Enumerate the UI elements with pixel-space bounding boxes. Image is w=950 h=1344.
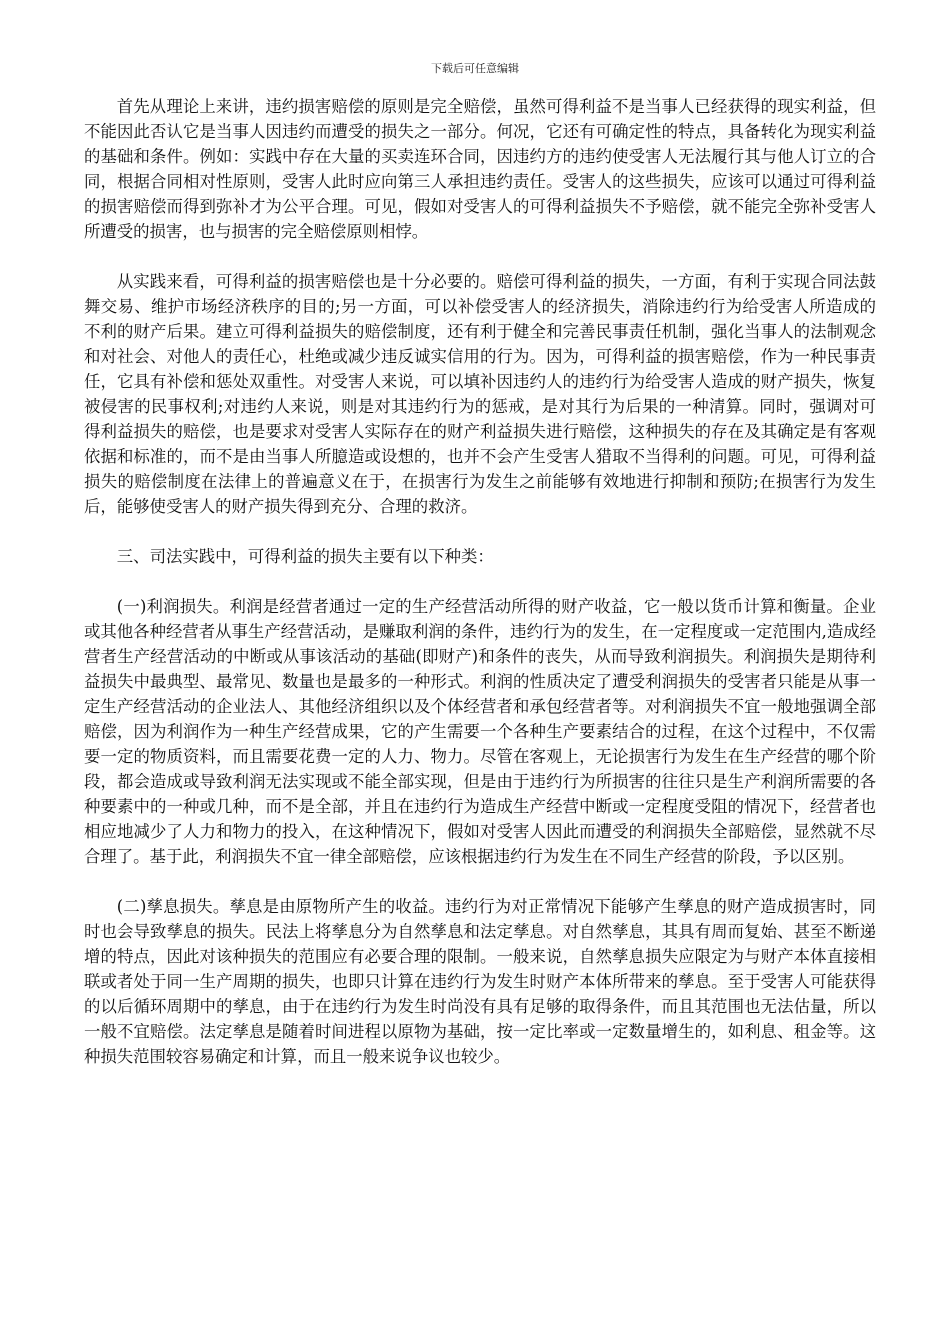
paragraph-gap (84, 869, 876, 894)
paragraph-theory: 首先从理论上来讲，违约损害赔偿的原则是完全赔偿，虽然可得利益不是当事人已经获得的现实利益，但不能因此否认它是当事人因违约而遭受的损失之一部分。何况，它还有可确定性的特点，具备转化为现实利益的基础和条件。例如：实践中存在大量的买卖连环合同，因违约方的违约使受害人无法履行其与他人订立的合同，根据合同相对性原则，受害人此时应向第三人承担违约责任。受害人的这些损失，应该可以通过可得利益的损害赔偿而得到弥补才为公平合理。可见，假如对受害人的可得利益损失不予赔偿，就不能完全弥补受害人所遭受的损害，也与损害的完全赔偿原则相悖。 (84, 97, 876, 241)
paragraph-practice: 从实践来看，可得利益的损害赔偿也是十分必要的。赔偿可得利益的损失，一方面，有利于实现合同法鼓舞交易、维护市场经济秩序的目的;另一方面，可以补偿受害人的经济损失，消除违约行为给受害人所造成的不利的财产后果。建立可得利益损失的赔偿制度，还有利于健全和完善民事责任机制，强化当事人的法制观念和对社会、对他人的责任心，杜绝或减少违反诚实信用的行为。因为，可得利益的损害赔偿，作为一种民事责任，它具有补偿和惩处双重性。对受害人来说，可以填补因违约人的违约行为给受害人造成的财产损失，恢复被侵害的民事权利;对违约人来说，则是对其违约行为的惩戒，是对其行为后果的一种清算。同时，强调对可得利益损失的赔偿，也是要求对受害人实际存在的财产利益损失进行赔偿，这种损失的存在及其确定是有客观依据和标准的，而不是由当事人所臆造或设想的，也并不会产生受害人猎取不当得利的问题。可见，可得利益损失的赔偿制度在法律上的普遍意义在于，在损害行为发生之前能够有效地进行抑制和预防;在损害行为发生后，能够使受害人的财产损失得到充分、合理的救济。 (84, 272, 876, 516)
paragraph-gap (84, 244, 876, 269)
paragraph-gap (84, 519, 876, 544)
paragraph-gap (84, 569, 876, 594)
document-body (84, 94, 876, 1069)
paragraph-profit-loss: (一)利润损失。利润是经营者通过一定的生产经营活动所得的财产收益，它一般以货币计算和衡量。企业或其他各种经营者从事生产经营活动，是赚取利润的条件，违约行为的发生，在一定程度或一定范围内,造成经营者生产经营活动的中断或从事该活动的基础(即财产)和条件的丧失，从而导致利润损失。利润损失是期待利益损失中最典型、最常见、数量也是最多的一种形式。利润的性质决定了遭受利润损失的受害者只能是从事一定生产经营活动的企业法人、其他经济组织以及个体经营者和承包经营者等。对利润损失不宜一般地强调全部赔偿，因为利润作为一种生产经营成果，它的产生需要一个各种生产要素结合的过程，在这个过程中，不仅需要一定的物质资料，而且需要花费一定的人力、物力。尽管在客观上，无论损害行为发生在生产经营的哪个阶段，都会造成或导致利润无法实现或不能全部实现，但是由于违约行为所损害的往往只是生产利润所需要的各种要素中的一种或几种，而不是全部，并且在违约行为造成生产经营中断或一定程度受阻的情况下，经营者也相应地减少了人力和物力的投入，在这种情况下，假如对受害人因此而遭受的利润损失全部赔偿，显然就不尽合理了。基于此，利润损失不宜一律全部赔偿，应该根据违约行为发生在不同生产经营的阶段，予以区别。 (84, 597, 876, 866)
section-heading: 三、司法实践中，可得利益的损失主要有以下种类： (116, 547, 494, 566)
paragraph-fruits-loss: (二)孳息损失。孳息是由原物所产生的收益。违约行为对正常情况下能够产生孳息的财产造成损害时，同时也会导致孳息的损失。民法上将孳息分为自然孳息和法定孳息。对自然孳息，其具有周而复始、甚至不断递增的特点，因此对该种损失的范围应有必要合理的限制。一般来说，自然孳息损失应限定为与财产本体直接相联或者处于同一生产周期的损失，也即只计算在违约行为发生时财产本体所带来的孳息。至于受害人可能获得的以后循环周期中的孳息，由于在违约行为发生时尚没有具有足够的取得条件，而且其范围也无法估量，所以一般不宜赔偿。法定孳息是随着时间进程以原物为基础，按一定比率或一定数量增生的，如利息、租金等。这种损失范围较容易确定和计算，而且一般来说争议也较少。 (84, 897, 876, 1066)
page-header: 下载后可任意编辑 (431, 62, 519, 75)
